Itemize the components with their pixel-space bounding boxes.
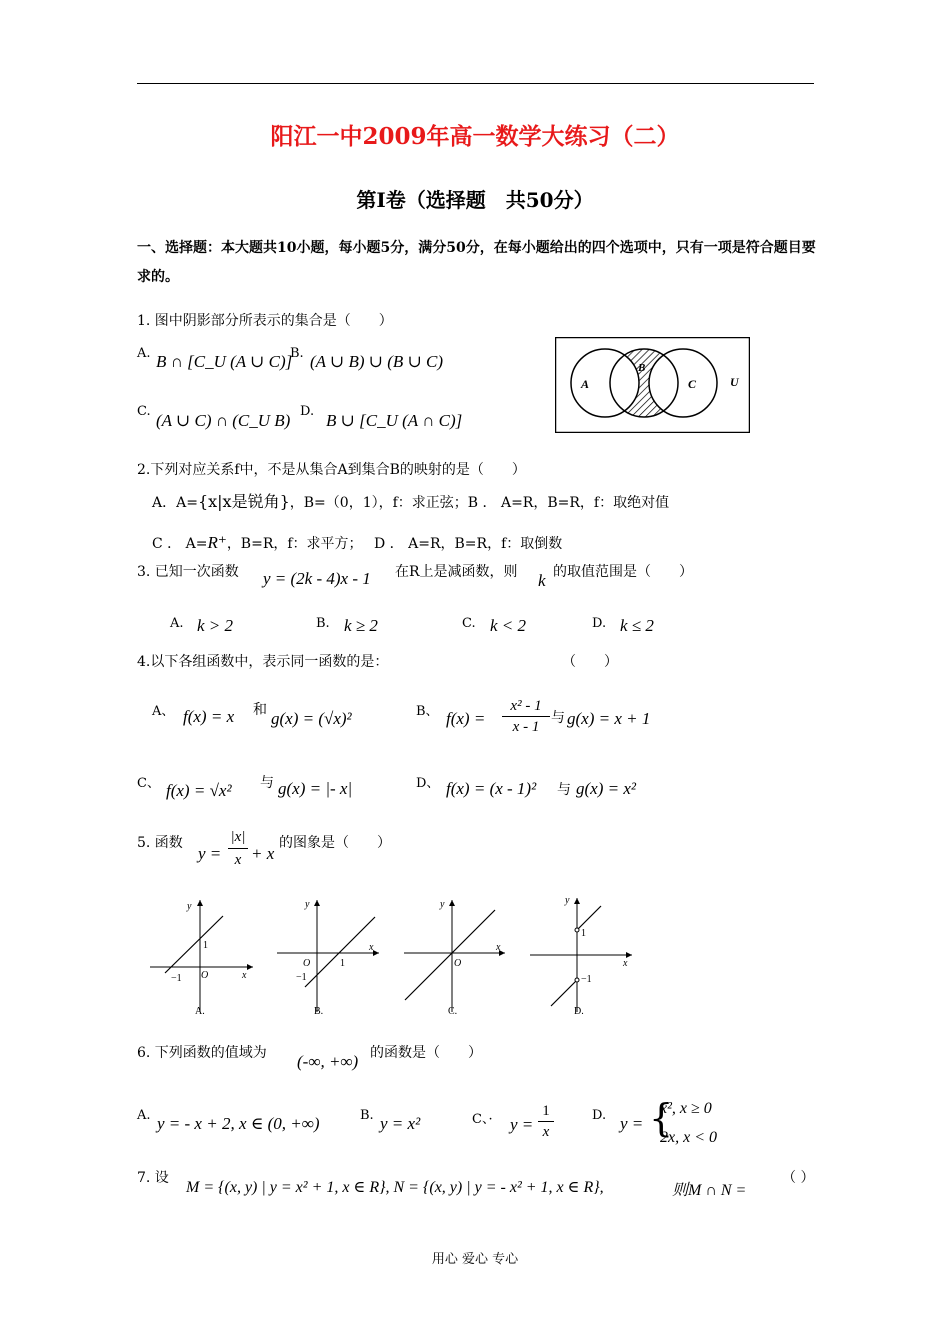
q3-a-label: A. [170,616,184,631]
q4-b-g: g(x) = x + 1 [567,709,651,728]
q6-stem-math: (-∞, +∞) [297,1052,359,1071]
svg-text:O: O [201,970,209,981]
q1-d-label: D. [300,404,315,419]
q4-d-mid: 与 [557,782,571,798]
q2-line1-post: ，B=（0，1），f：求正弦；B ． A=R，B=R，f：取绝对值 [289,495,670,511]
q6-a-option: y = - x + 2, x ∈ (0, +∞) [157,1114,320,1133]
svg-text:1: 1 [581,928,586,939]
q4-c-g: g(x) = |- x| [278,779,353,798]
svg-text:x: x [242,970,247,981]
q5-stem-pre: 5. 函数 [137,835,183,851]
venn-label-c: C [688,377,697,391]
svg-text:A.: A. [195,1006,205,1017]
q4-b-f-prefix: f(x) = [446,709,486,728]
q4-b-fraction [502,696,550,737]
venn-label-a: A [581,377,590,391]
svg-text:O: O [303,958,311,969]
svg-text:−1: −1 [296,972,307,983]
svg-text:1: 1 [340,958,345,969]
q1-b-label: B. [290,346,304,361]
q6-d-y: y = [620,1114,644,1133]
q4-stem: 4.以下各组函数中，表示同一函数的是： [137,654,389,670]
svg-text:C.: C. [448,1006,458,1017]
q5-stem-post: 的图象是（ ） [279,835,391,851]
q1-stem: 1. 图中阴影部分所表示的集合是（ ） [137,313,393,329]
q7-answer-paren: （ ） [782,1170,815,1186]
svg-text:y: y [440,899,445,910]
q2-options-cd [152,533,562,553]
exam-title: 阳江一中2009年高一数学大练习（二） [270,123,680,150]
q5-graphs [145,890,645,1020]
q3-b-option: k ≥ 2 [344,616,378,635]
q3-stem-math: y = (2k - 4)x - 1 [263,569,371,588]
graph-c [404,899,505,1017]
q7-then: 则M ∩ N = [672,1182,747,1199]
q4-d-g: g(x) = x² [576,779,636,798]
q6-stem-post: 的函数是（ ） [370,1045,482,1061]
q4-d-f: f(x) = (x - 1)² [446,779,537,798]
q2-line2-post: ，B=R，f：求平方； D ． A=R，B=R，f：取倒数 [226,536,563,552]
q6-b-label: B. [360,1108,374,1123]
q7-stem-pre: 7. 设 [137,1170,169,1186]
svg-text:x: x [369,942,374,953]
q3-stem-mid: 在R上是减函数，则 [395,564,518,580]
svg-text:D.: D. [574,1006,584,1017]
q4-a-f: f(x) = x [183,707,235,726]
q1-a-label: A. [137,346,151,361]
q2-stem: 2.下列对应关系f中，不是从集合A到集合B的映射的是（ ） [137,462,526,478]
q6-d-case1: x², x ≥ 0 [660,1100,712,1117]
q6-a-label: A. [137,1108,151,1123]
q7-stem-math: M = {(x, y) | y = x² + 1, x ∈ R}, N = {(x, y) | y = - x² + 1, x ∈ R}, [186,1179,604,1196]
svg-text:y: y [565,895,570,906]
venn-label-b: B [638,362,646,374]
svg-text:B.: B. [314,1006,324,1017]
svg-text:y: y [187,901,192,912]
q3-stem-pre: 3. 已知一次函数 [137,564,239,580]
q4-d-label: D、 [416,776,440,791]
page-footer: 用心 爱心 专心 [431,1252,519,1267]
section-title: 第Ⅰ卷（选择题 共50分） [356,188,594,212]
q4-b-mid: 与 [551,710,565,726]
q1-a-option: B ∩ [C_U (A ∪ C)] [156,352,293,371]
svg-text:O: O [454,958,462,969]
graph-a [150,900,253,1017]
q2-line1-pre: A．A= [152,495,198,511]
q6-d-case2: 2x, x < 0 [660,1129,717,1146]
q6-c-label: C、· [472,1112,493,1127]
q1-d-option: B ∪ [C_U (A ∩ C)] [326,411,463,430]
q6-b-option: y = x² [380,1114,421,1133]
q3-stem-post: 的取值范围是（ ） [553,564,693,580]
svg-text:x: x [496,942,501,953]
graph-d [530,895,632,1017]
svg-text:y: y [305,899,310,910]
q4-a-and: 和 [253,702,267,718]
q4-b-denominator: x - 1 [512,719,540,735]
q2-line2-math: R⁺ [207,533,227,552]
top-rule [137,83,814,84]
q4-a-label: A、 [152,704,175,719]
svg-text:x: x [623,958,628,969]
q4-a-g: g(x) = (√x)² [271,709,352,728]
venn-label-u: U [730,375,739,389]
q6-stem-pre: 6. 下列函数的值域为 [137,1045,267,1061]
svg-text:1: 1 [203,940,208,951]
q3-c-label: C. [462,616,476,631]
q2-line1-set: {x|x是锐角} [197,492,290,511]
q1-c-label: C. [137,404,151,419]
q2-line2-pre: C ． A= [152,536,208,552]
q2-options-ab [152,489,669,512]
q3-b-label: B. [316,616,330,631]
section-instructions: 一、选择题：本大题共10小题，每小题5分，满分50分，在每小题给出的四个选项中，只有一项是符合题目要求的。 [137,240,816,285]
q4-answer-paren: （ ） [562,654,618,670]
graph-b [277,899,379,1017]
q3-d-option: k ≤ 2 [620,616,654,635]
q3-stem-k: k [538,571,546,590]
q4-c-label: C、 [137,776,160,791]
q3-d-label: D. [592,616,607,631]
q4-b-numerator: x² - 1 [502,696,550,717]
q6-d-brace: { [649,1096,674,1140]
q4-b-label: B、 [416,704,439,719]
q6-d-label: D. [592,1108,607,1123]
q4-c-mid: 与 [260,775,274,791]
svg-text:−1: −1 [171,973,182,984]
q4-c-f: f(x) = √x² [166,781,232,800]
q1-c-option: (A ∪ C) ∩ (C_U B) [156,411,291,430]
q3-a-option: k > 2 [197,616,234,635]
svg-text:−1: −1 [581,974,592,985]
q1-b-option: (A ∪ B) ∪ (B ∪ C) [310,352,444,371]
venn-diagram [555,337,750,433]
q3-c-option: k < 2 [490,616,527,635]
